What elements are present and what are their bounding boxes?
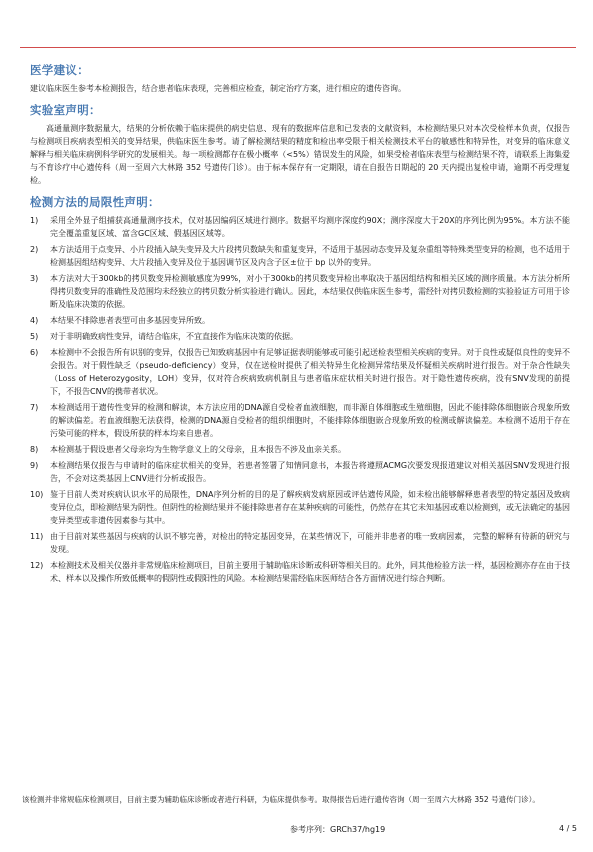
limitation-text: 本检测适用于遗传性变异的检测和解读，本方法应用的DNA源自受检者血液细胞，而非源自体细胞或生殖细胞，因此不能排除体细胞嵌合现象所致的解读偏差。若血液细胞无法获得，检测的DNA源自受检者的组织细胞时，不能排除体细胞嵌合现象所致的检测或解读偏差。本检测不适用于存在污染可能的样本，假设所获的样本均来自患者。 xyxy=(50,403,570,438)
limitation-number: 7) xyxy=(30,403,39,412)
limitation-text: 本方法对大于300kb的拷贝数变异检测敏感度为99%，对小于300kb的拷贝数变异检出率取决于基因组结构和相关区域的测序质量。本方法分析所得拷贝数变异的准确性及范围均未经独立的拷贝数分析实验进行确认。因此，本结果仅供临床医生参考，需经针对拷贝数检测的实验验证方可用于诊断及临床决策的依据。 xyxy=(50,274,570,309)
limitation-item xyxy=(30,314,570,327)
limitation-item xyxy=(30,459,570,485)
limitation-number: 4) xyxy=(30,316,39,325)
limitation-text: 本检测中不会报告所有识别的变异，仅报告已知致病基因中有足够证据表明能够或可能引起送检表型相关疾病的变异。对于良性或疑似良性的变异不会报告。对于假性缺乏（pseudo-deficiency）变异，仅在送检时提供了相关特异生化检测异常结果及怀疑相关疾病时进行报告。对于杂合性缺失（Loss of Heterozygosity，LOH）变异，仅对符合疾病致病机制且与患者临床症状相关时进行报告。对于隐性遗传疾病，没有SNV发现的前提下，不报告CNV的携带者状况。 xyxy=(50,348,570,396)
limitation-item xyxy=(30,330,570,343)
limitation-item xyxy=(30,214,570,240)
lab-statement-text: 高通量测序数据量大，结果的分析依赖于临床提供的病史信息、现有的数据库信息和已发表的文献资料，本检测结果只对本次受检样本负责，仅报告与检测项目疾病表型相关的变异结果，供临床医生参考。请了解检测结果的精度和检出率受限于相关检测技术平台的敏感性和特异性，对变异的临床意义解释与相关临床病例科学研究的发展相关。每一项检测都存在极小概率（<5%）错误发生的风险，如果受检者临床表型与检测结果不符，请联系上海集爱与不育诊疗中心遗传科（周一至周六大林路 352 号遗传门诊）。由于标本保存有一定期限，请在自报告日期起的 20 天内提出复检申请，逾期不再受理复检。 xyxy=(30,124,570,185)
medical-advice-text: 建议临床医生参考本检测报告，结合患者临床表现，完善相应检查，制定治疗方案，进行相应的遗传咨询。 xyxy=(30,84,406,93)
limitation-item xyxy=(30,243,570,269)
report-content xyxy=(30,62,570,588)
footer-note: 该检测并非常规临床检测项目，目前主要为辅助临床诊断或者进行科研，为临床提供参考。取得报告后进行遗传咨询（周一至周六大林路 352 号遗传门诊）。 xyxy=(22,795,540,804)
limitation-number: 3) xyxy=(30,274,39,283)
limitation-text: 本检测结果仅报告与申请时的临床症状相关的变异，若患者签署了知情同意书，本报告将遵照ACMG次要发现报道建议对相关基因SNV发现进行报告，不会对这类基因上CNV进行分析或报告。 xyxy=(50,461,570,483)
limitation-text: 采用全外显子组捕获高通量测序技术，仅对基因编码区域进行测序。数据平均测序深度约90X；测序深度大于20X的序列比例为95%。本方法不能完全覆盖重复区域、富含GC区域、假基因区域等。 xyxy=(50,216,570,238)
limitation-number: 10) xyxy=(30,490,44,499)
limitation-item xyxy=(30,346,570,398)
limitations-title: 检测方法的局限性声明： xyxy=(30,195,160,209)
page-number: 4 / 5 xyxy=(559,824,577,833)
limitation-item xyxy=(30,488,570,527)
limitation-number: 12) xyxy=(30,561,44,570)
limitation-number: 1) xyxy=(30,216,39,225)
medical-advice-title: 医学建议： xyxy=(30,63,89,77)
lab-statement-title: 实验室声明： xyxy=(30,103,101,117)
limitation-text: 本结果不排除患者表型可由多基因变异所致。 xyxy=(50,316,210,325)
limitation-text: 对于非明确致病性变异，请结合临床，不宜直接作为临床决策的依据。 xyxy=(50,332,298,341)
limitation-number: 9) xyxy=(30,461,39,470)
limitation-item xyxy=(30,559,570,585)
limitation-text: 本方法适用于点变异、小片段插入缺失变异及大片段拷贝数缺失和重复变异，不适用于基因动态变异及复杂重组等特殊类型变异的检测，也不适用于检测基因组结构变异、大片段插入变异及位于基因调节区及内含子区±位于 bp 以外的变异。 xyxy=(50,245,570,267)
limitation-item xyxy=(30,443,570,456)
limitation-number: 8) xyxy=(30,445,39,454)
limitation-item xyxy=(30,401,570,440)
limitation-number: 5) xyxy=(30,332,39,341)
reference-sequence: 参考序列：GRCh37/hg19 xyxy=(290,825,386,834)
limitation-item xyxy=(30,530,570,556)
limitation-item xyxy=(30,272,570,311)
footer-bar xyxy=(22,824,577,836)
limitation-number: 6) xyxy=(30,348,39,357)
limitation-text: 本检测基于假设患者父母亲均为生物学意义上的父母亲，且本报告不涉及血亲关系。 xyxy=(50,445,346,454)
limitation-number: 2) xyxy=(30,245,39,254)
limitation-number: 11) xyxy=(30,532,44,541)
limitation-text: 由于目前对某些基因与疾病的认识不够完善，对检出的特定基因变异，在某些情况下，可能并非患者的唯一致病因素， 完整的解释有待新的研究与发现。 xyxy=(50,532,570,554)
limitation-text: 本检测技术及相关仪器并非常规临床检测项目，目前主要用于辅助临床诊断或科研等相关目的。此外，同其他检验方法一样，基因检测亦存在由于技术、样本以及操作所致低概率的假阴性或假阳性的风险。本检测结果需经临床医师结合各方面情况进行综合判断。 xyxy=(50,561,570,583)
header-rule xyxy=(20,47,576,48)
limitations-list xyxy=(30,214,570,585)
limitation-text: 鉴于目前人类对疾病认识水平的局限性，DNA序列分析的目的是了解疾病发病原因或评估遗传风险，如未检出能够解释患者表型的特定基因及致病变异位点，即检测结果为阴性。但阴性的检测结果并不能排除患者存在某种疾病的可能性，仍然存在其它未知基因或难以检测到，或无法确定的基因变异类型或非遗传因素参与其中。 xyxy=(50,490,570,525)
